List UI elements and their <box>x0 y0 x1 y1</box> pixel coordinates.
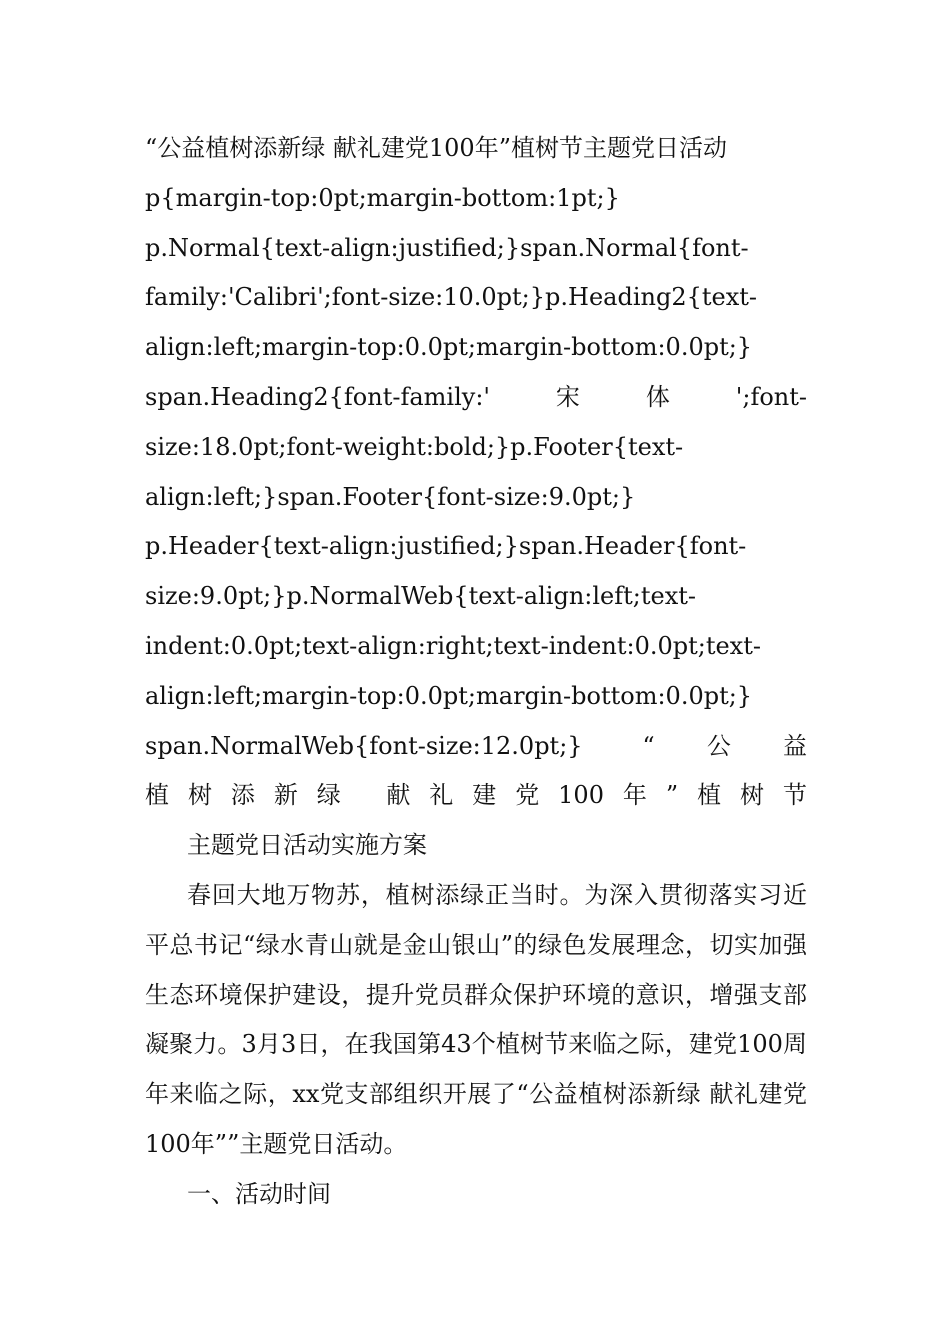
css-line-4: align:left;margin-top:0.0pt;margin-bottom:0.0pt;} <box>145 333 753 362</box>
css-text-block <box>145 174 807 821</box>
css-line-12: span.NormalWeb{font-size:12.0pt;} “公益 <box>145 731 807 760</box>
css-line-3: family:'Calibri';font-size:10.0pt;}p.Heading2{text- <box>145 283 757 312</box>
section-heading-activity-time: 一、活动时间 <box>187 1179 331 1208</box>
intro-paragraph: 春回大地万物苏，植树添绿正当时。为深入贯彻落实习近平总书记“绿水青山就是金山银山”的绿色发展理念，切实加强生态环境保护建设，提升党员群众保护环境的意识，增强支部凝聚力。3月3日，在我国第43个植树节来临之际，建党100周年来临之际，xx党支部组织开展了“公益植树添新绿 献礼建党100年””主题党日活动。 <box>145 880 807 1158</box>
css-line-2: p.Normal{text-align:justified;}span.Normal{font- <box>145 233 749 262</box>
document-title-line: “公益植树添新绿 献礼建党100年”植树节主题党日活动 <box>145 134 727 162</box>
css-line-8: p.Header{text-align:justified;}span.Header{font- <box>145 532 747 561</box>
css-line-1: p{margin-top:0pt;margin-bottom:1pt;} <box>145 183 620 212</box>
css-line-5: span.Heading2{font-family:'宋体';font- <box>145 382 807 411</box>
css-line-13: 植树添新绿 献礼建党100年”植树节 <box>145 781 807 810</box>
document-body <box>145 124 807 1220</box>
css-line-11: align:left;margin-top:0.0pt;margin-bottom:0.0pt;} <box>145 681 753 710</box>
css-line-10: indent:0.0pt;text-align:right;text-indent:0.0pt;text- <box>145 631 761 660</box>
plan-subtitle: 主题党日活动实施方案 <box>187 831 427 860</box>
css-line-7: align:left;}span.Footer{font-size:9.0pt;} <box>145 482 636 511</box>
css-line-6: size:18.0pt;font-weight:bold;}p.Footer{text- <box>145 432 684 461</box>
css-line-9: size:9.0pt;}p.NormalWeb{text-align:left;text- <box>145 582 696 611</box>
